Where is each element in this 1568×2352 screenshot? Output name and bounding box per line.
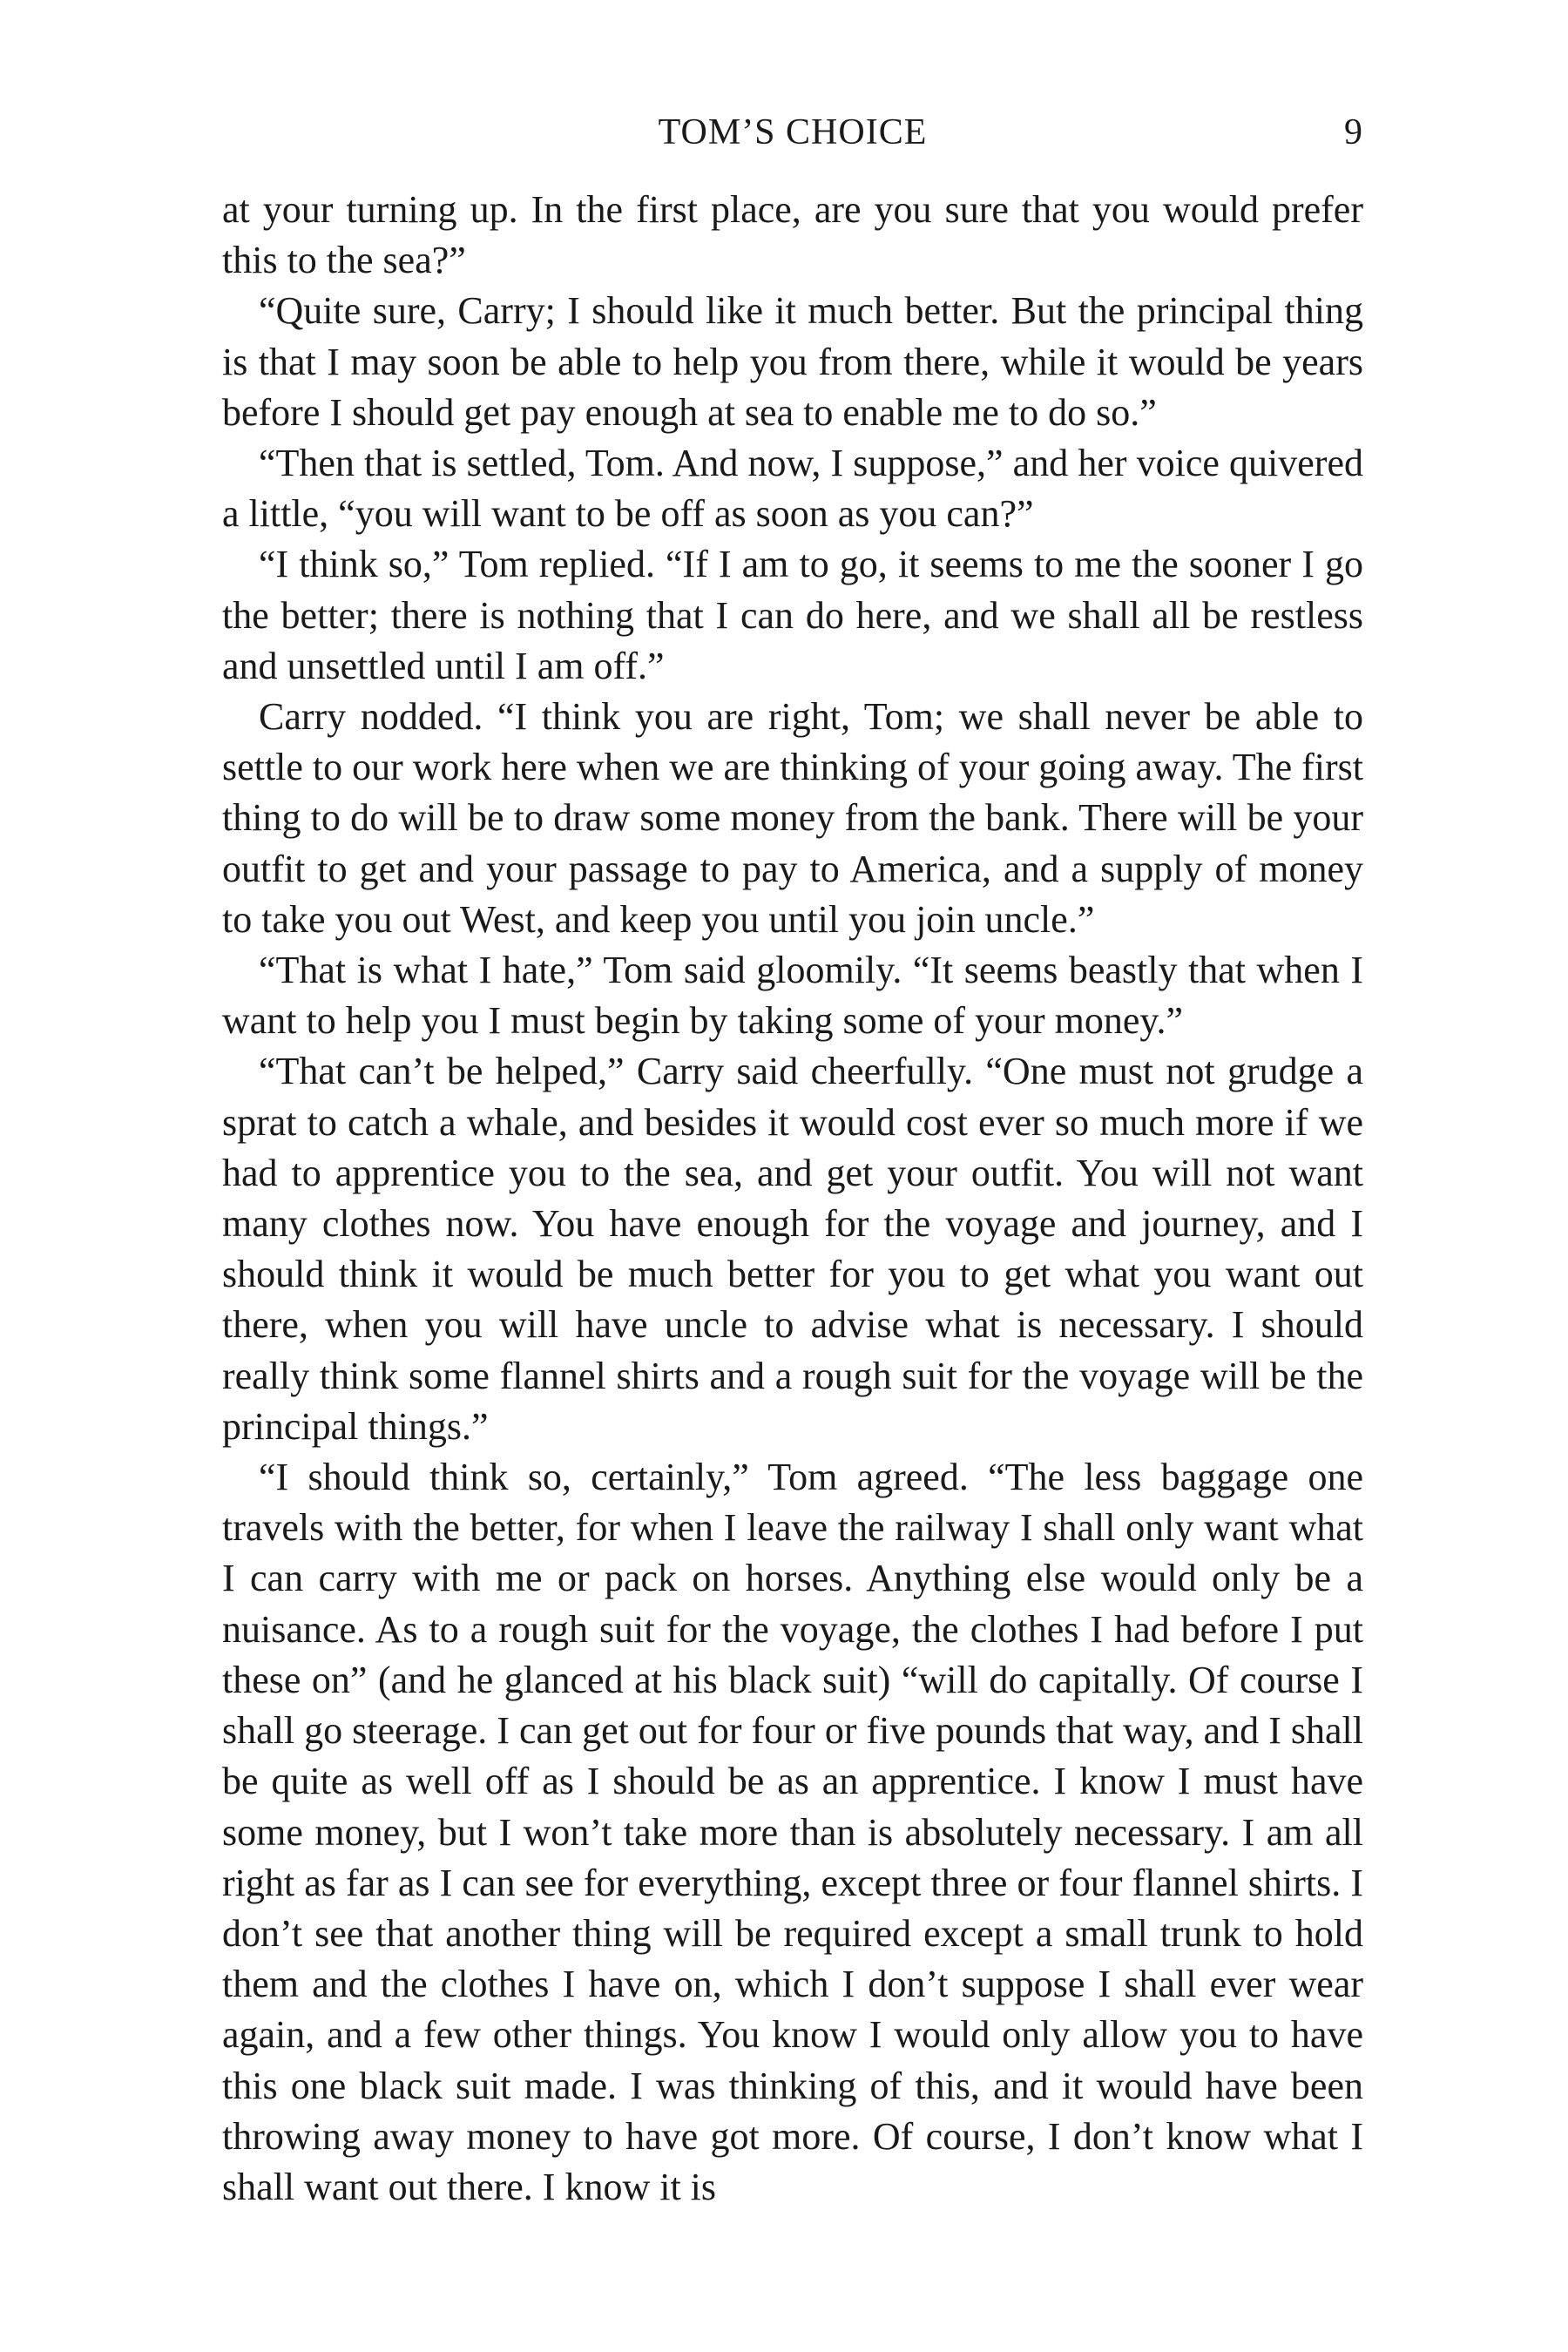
running-title: TOM’S CHOICE bbox=[658, 112, 928, 152]
body-text bbox=[222, 185, 1363, 2213]
paragraph: Carry nodded. “I think you are right, Tom; we shall never be able to settle to our work here when we are thinking of your going away. The first thing to do will be to draw some money from the bank. There will be your outfit to get and your passage to pay to America, and a supply of money to take you out West, and keep you until you join uncle.” bbox=[222, 695, 1363, 941]
paragraph: “I think so,” Tom replied. “If I am to go, it seems to me the sooner I go the better; there is nothing that I can do here, and we shall all be restless and unsettled until I am off.” bbox=[222, 543, 1363, 687]
running-head bbox=[222, 106, 1363, 159]
paragraph: at your turning up. In the first place, are you sure that you would prefer this to the sea?” bbox=[222, 188, 1363, 282]
page-number: 9 bbox=[1344, 112, 1363, 152]
paragraph: “That is what I hate,” Tom said gloomily. “It seems beastly that when I want to help you I must begin by taking some of your money.” bbox=[222, 949, 1363, 1043]
paragraph: “That can’t be helped,” Carry said cheerfully. “One must not grudge a sprat to catch a whale, and besides it would cost ever so much more if we had to apprentice you to the sea, and get your outfit. You will not want many clothes now. You have enough for the voyage and journey, and I should think it would be much better for you to get what you want out there, when you will have uncle to advise what is necessary. I should really think some flannel shirts and a rough suit for the voyage will be the principal things.” bbox=[222, 1050, 1363, 1448]
paragraph: “Then that is settled, Tom. And now, I suppose,” and her voice quivered a little, “you will want to be off as soon as you can?” bbox=[222, 442, 1363, 536]
paragraph: “Quite sure, Carry; I should like it much better. But the principal thing is that I may soon be able to help you from there, while it would be years before I should get pay enough at sea to enable me to do so.” bbox=[222, 289, 1363, 434]
paragraph: “I should think so, certainly,” Tom agreed. “The less baggage one travels with the better, for when I leave the railway I shall only want what I can carry with me or pack on horses. Anything else would only be a nuisance. As to a rough suit for the voyage, the clothes I had before I put these on” (and he glanced at his black suit) “will do capitally. Of course I shall go steerage. I can get out for four or five pounds that way, and I shall be quite as well off as I should be as an apprentice. I know I must have some money, but I won’t take more than is absolutely necessary. I am all right as far as I can see for everything, except three or four flannel shirts. I don’t see that another thing will be required except a small trunk to hold them and the clothes I have on, which I don’t suppose I shall ever wear again, and a few other things. You know I would only allow you to have this one black suit made. I was thinking of this, and it would have been throwing away money to have got more. Of course, I don’t know what I shall want out there. I know it is bbox=[222, 1456, 1363, 2208]
